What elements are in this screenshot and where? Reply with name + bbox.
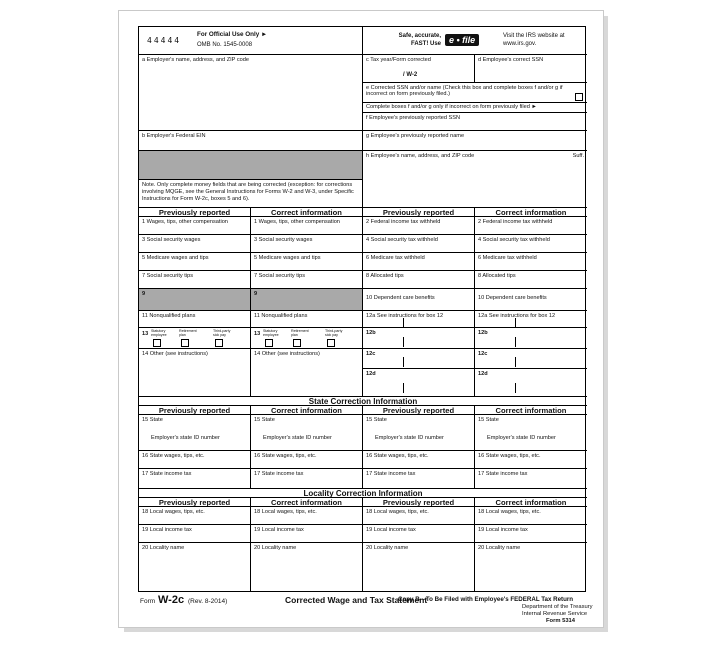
box-3-corr[interactable]: 3 Social security wages <box>251 235 363 253</box>
state-hdr-corr-2: Correct information <box>475 406 587 415</box>
box-4-prev[interactable]: 4 Social security tax withheld <box>363 235 475 253</box>
box-b-label: b Employer's Federal EIN <box>142 133 206 139</box>
box-c-label: c Tax year/Form corrected <box>366 57 431 63</box>
box-e-checkbox[interactable] <box>575 93 583 101</box>
efile-logo: e • file <box>445 34 479 46</box>
loc-hdr-corr-2: Correct information <box>475 498 587 507</box>
box-d-label: d Employee's correct SSN <box>478 57 544 63</box>
box-12a-prev[interactable]: 12a See instructions for box 12 <box>363 311 475 328</box>
box-13-prev: 13 Statutory employee Retirement plan Third-party sick pay <box>139 328 251 349</box>
box-f-label: f Employee's previously reported SSN <box>366 115 461 121</box>
thirdparty-checkbox[interactable] <box>215 339 223 347</box>
box-16-state-wages[interactable]: 16 State wages, tips, etc. <box>251 451 363 469</box>
fed-hdr-prev-left: Previously reported <box>139 208 251 217</box>
form-label: Form <box>140 598 156 605</box>
omb-number: OMB No. 1545-0008 <box>197 42 253 48</box>
box-15-state[interactable]: 15 State <box>363 415 475 433</box>
efile-cell <box>363 27 587 55</box>
box-12b-prev[interactable]: 12b <box>363 328 475 349</box>
box-10-prev[interactable]: 10 Dependent care benefits <box>363 289 475 311</box>
box-14-prev[interactable]: 14 Other (see instructions) <box>139 349 251 397</box>
box-9-corr: 9 <box>251 289 363 311</box>
box-3-prev[interactable]: 3 Social security wages <box>139 235 251 253</box>
box-h-employee[interactable] <box>363 151 587 208</box>
box-11-corr[interactable]: 11 Nonqualified plans <box>251 311 363 328</box>
box-19-local-tax[interactable]: 19 Local income tax <box>139 525 251 543</box>
box-15-state[interactable]: 15 State <box>478 417 499 423</box>
dept-irs: Internal Revenue Service <box>522 611 588 617</box>
statutory-label: Statutory employee <box>151 329 167 337</box>
box-1-prev[interactable]: 1 Wages, tips, other compensation <box>139 217 251 235</box>
fg-note-row <box>363 103 587 113</box>
thirdparty-checkbox-corr[interactable] <box>327 339 335 347</box>
note-cell <box>139 180 363 208</box>
locality-title-row <box>139 489 587 498</box>
form-name: W-2c <box>158 594 185 606</box>
suff-label: Suff. <box>572 153 584 159</box>
retirement-checkbox[interactable] <box>181 339 189 347</box>
loc-hdr-corr-1: Correct information <box>251 498 363 507</box>
dept-treasury: Department of the Treasury <box>522 604 593 610</box>
box-16-state-wages[interactable]: 16 State wages, tips, etc. <box>363 451 475 469</box>
box-2-corr[interactable]: 2 Federal income tax withheld <box>475 217 587 235</box>
irs-website: Visit the IRS website at www.irs.gov. <box>503 33 565 47</box>
box-18-local-wages[interactable]: 18 Local wages, tips, etc. <box>475 507 587 525</box>
code-box-cell <box>139 27 363 55</box>
box-c-tax-year[interactable] <box>363 55 475 83</box>
box-18-local-wages[interactable]: 18 Local wages, tips, etc. <box>139 507 251 525</box>
box-17-state-tax[interactable]: 17 State income tax <box>475 469 587 489</box>
thirdparty-label: Third-party sick pay <box>213 329 231 337</box>
box-2-prev[interactable]: 2 Federal income tax withheld <box>363 217 475 235</box>
official-use-label: For Official Use Only ► <box>197 31 268 38</box>
box-e-label: e Corrected SSN and/or name (Check this box and complete boxes f and/or g if incorrect on form previously filed.) <box>366 85 563 98</box>
code-box: 44444 <box>147 36 182 45</box>
statutory-checkbox-corr[interactable] <box>265 339 273 347</box>
fed-hdr-corr-left: Correct information <box>251 208 363 217</box>
state-id-field[interactable]: Employer's state ID number <box>251 433 363 451</box>
box-18-local-wages[interactable]: 18 Local wages, tips, etc. <box>363 507 475 525</box>
box-9-prev: 9 <box>139 289 251 311</box>
box-8-prev[interactable]: 8 Allocated tips <box>363 271 475 289</box>
box-e-corrected <box>363 83 587 103</box>
box-19-local-tax[interactable]: 19 Local income tax <box>475 525 587 543</box>
fed-hdr-prev-right: Previously reported <box>363 208 475 217</box>
form-w2c <box>138 26 586 592</box>
copy-b-label: Copy B—To Be Filed with Employee's FEDERAL Tax Return <box>398 596 574 603</box>
box-4-corr[interactable]: 4 Social security tax withheld <box>475 235 587 253</box>
box-12b-corr[interactable]: 12b <box>475 328 587 349</box>
state-id-field[interactable]: Employer's state ID number <box>475 433 587 451</box>
box-h-label: h Employee's name, address, and ZIP code <box>366 153 475 159</box>
box-b-ein[interactable] <box>139 131 363 151</box>
gray-shaded-area <box>139 151 363 180</box>
box-12d-corr[interactable]: 12d <box>475 369 587 397</box>
box-11-prev[interactable]: 11 Nonqualified plans <box>139 311 251 328</box>
box-a-label: a Employer's name, address, and ZIP code <box>142 57 249 63</box>
form-title: Corrected Wage and Tax Statement <box>285 595 428 605</box>
box-12c-prev[interactable]: 12c <box>363 349 475 369</box>
locality-title: Locality Correction Information <box>303 489 423 498</box>
box-17-state-tax[interactable]: 17 State income tax <box>363 469 475 489</box>
state-title-row <box>139 397 587 406</box>
box-16-state-wages[interactable]: 16 State wages, tips, etc. <box>475 451 587 469</box>
box-d-ssn[interactable] <box>475 55 587 83</box>
statutory-checkbox[interactable] <box>153 339 161 347</box>
box-1-corr[interactable]: 1 Wages, tips, other compensation <box>251 217 363 235</box>
box-13-corr: 13 Statutory employee Retirement plan Third-party sick pay <box>251 328 363 349</box>
note-text: Note. Only complete money fields that are being corrected (exception: for corrections involving MQGE, see the General Instructions for Forms W-2 and W-3, under Specific Instructions for Form W-2c, boxes 5 and 6). <box>142 182 354 202</box>
box-5-corr[interactable]: 5 Medicare wages and tips <box>251 253 363 271</box>
box-6-corr[interactable]: 6 Medicare tax withheld <box>475 253 587 271</box>
box-g-label: g Employee's previously reported name <box>366 133 465 139</box>
box-5-prev[interactable]: 5 Medicare wages and tips <box>139 253 251 271</box>
box-15-state[interactable]: 15 State <box>139 415 251 433</box>
box-15-state[interactable]: 15 State <box>251 415 363 433</box>
box-17-state-tax[interactable]: 17 State income tax <box>139 469 251 489</box>
box-7-corr[interactable]: 7 Social security tips <box>251 271 363 289</box>
retirement-checkbox-corr[interactable] <box>293 339 301 347</box>
retirement-label: Retirement plan <box>179 329 197 337</box>
box-a-employer[interactable] <box>139 55 363 131</box>
box-14-corr[interactable]: 14 Other (see instructions) <box>251 349 363 397</box>
loc-hdr-prev-2: Previously reported <box>363 498 475 507</box>
box-7-prev[interactable]: 7 Social security tips <box>139 271 251 289</box>
state-hdr-prev-1: Previously reported <box>139 406 251 415</box>
form-revision: (Rev. 8-2014) <box>188 598 228 605</box>
box-20-locality[interactable]: 20 Locality name <box>251 543 363 591</box>
loc-hdr-prev-1: Previously reported <box>139 498 251 507</box>
state-hdr-prev-2: Previously reported <box>363 406 475 415</box>
box-10-corr[interactable]: 10 Dependent care benefits <box>475 289 587 311</box>
box-12d-prev[interactable]: 12d <box>363 369 475 397</box>
fg-note: Complete boxes f and/or g only if incorrect on form previously filed ► <box>366 104 537 110</box>
box-20-locality[interactable]: 20 Locality name <box>139 543 251 591</box>
box-16-state-wages[interactable]: 16 State wages, tips, etc. <box>139 451 251 469</box>
box-20-locality[interactable]: 20 Locality name <box>478 545 521 551</box>
box-c-value: / W-2 <box>403 72 418 78</box>
box-g-prev-name[interactable] <box>363 131 587 151</box>
state-id-field[interactable]: Employer's state ID number <box>363 433 475 451</box>
box-17-state-tax[interactable]: 17 State income tax <box>251 469 363 489</box>
fed-hdr-corr-right: Correct information <box>475 208 587 217</box>
box-18-local-wages[interactable]: 18 Local wages, tips, etc. <box>251 507 363 525</box>
state-hdr-corr-1: Correct information <box>251 406 363 415</box>
box-12a-corr[interactable]: 12a See instructions for box 12 <box>475 311 587 328</box>
box-12c-corr[interactable]: 12c <box>475 349 587 369</box>
box-19-local-tax[interactable]: 19 Local income tax <box>251 525 363 543</box>
state-id-field[interactable]: Employer's state ID number <box>139 433 251 451</box>
state-title: State Correction Information <box>308 397 418 406</box>
box-6-prev[interactable]: 6 Medicare tax withheld <box>363 253 475 271</box>
efile-tagline: Safe, accurate, FAST! Use <box>398 33 441 47</box>
box-20-locality[interactable]: 20 Locality name <box>363 543 475 591</box>
box-19-local-tax[interactable]: 19 Local income tax <box>363 525 475 543</box>
box-8-corr[interactable]: 8 Allocated tips <box>475 271 587 289</box>
form-number: Form 5314 <box>546 618 575 624</box>
box-f-prev-ssn[interactable] <box>363 113 587 131</box>
